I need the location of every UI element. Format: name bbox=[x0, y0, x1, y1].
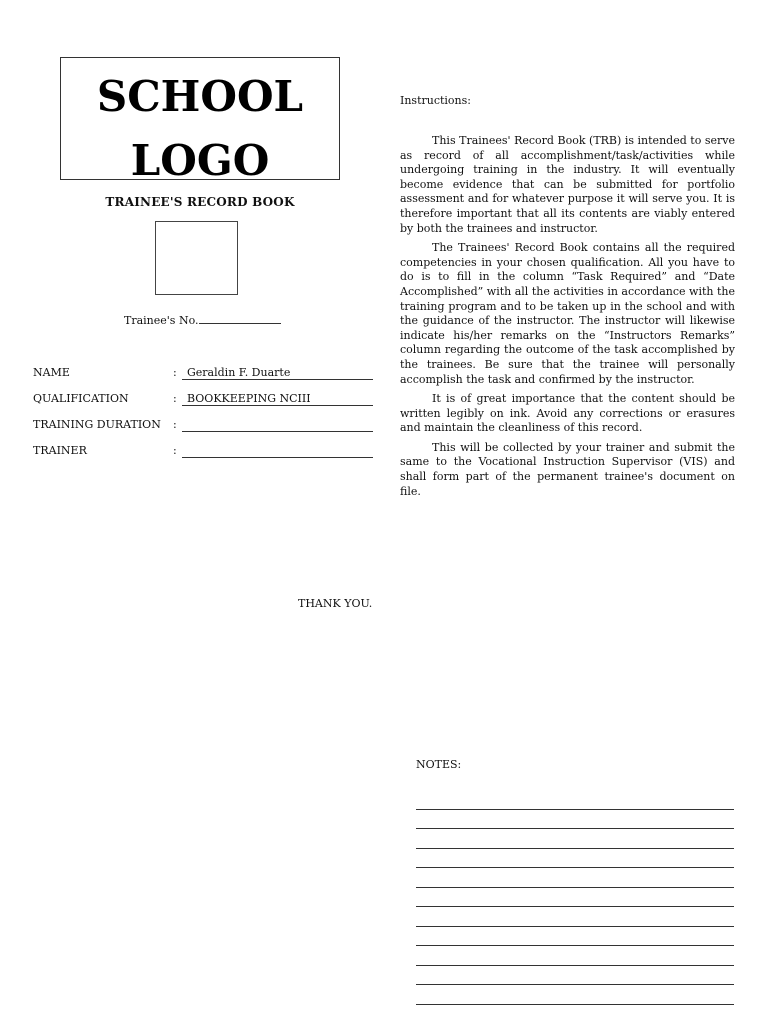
instructions-paragraph: This Trainees' Record Book (TRB) is intended to serve as record of all accomplishment/task/activities while undergoing training in the industry. It will eventually become evidence that can be submitted for portfolio assessment and for whatever purpose it will serve you. It is therefore important that all its contents are viably entered by both the trainees and instructor. bbox=[400, 134, 735, 235]
name-label: NAME bbox=[33, 366, 70, 379]
field-row-trainer bbox=[33, 444, 373, 462]
photo-placeholder bbox=[155, 221, 238, 295]
trainer-label: TRAINER bbox=[33, 444, 87, 457]
note-line bbox=[416, 810, 734, 830]
trainee-number bbox=[124, 313, 281, 327]
note-line bbox=[416, 829, 734, 849]
school-logo-box bbox=[60, 57, 340, 185]
name-colon: : bbox=[173, 366, 177, 379]
trainer-colon: : bbox=[173, 444, 177, 457]
note-line bbox=[416, 790, 734, 810]
note-line bbox=[416, 985, 734, 1005]
note-line bbox=[416, 927, 734, 947]
training-duration-label: TRAINING DURATION bbox=[33, 418, 161, 431]
record-book-title: TRAINEE'S RECORD BOOK bbox=[105, 195, 295, 209]
qualification-value: BOOKKEEPING NCIII bbox=[182, 392, 373, 406]
trainee-number-blank bbox=[199, 313, 281, 324]
note-line bbox=[416, 868, 734, 888]
field-row-name bbox=[33, 366, 373, 384]
notes-lines bbox=[416, 790, 734, 1005]
instructions-paragraph: It is of great importance that the content should be written legibly on ink. Avoid any corrections or erasures and maintain the cleanliness of this record. bbox=[400, 392, 735, 435]
instructions-paragraph: This will be collected by your trainer and submit the same to the Vocational Instruction Supervisor (VIS) and shall form part of the permanent trainee's document on file. bbox=[400, 440, 735, 498]
qualification-label: QUALIFICATION bbox=[33, 392, 129, 405]
note-line bbox=[416, 966, 734, 986]
logo-line-1: SCHOOL bbox=[96, 72, 304, 121]
note-line bbox=[416, 849, 734, 869]
trainee-number-label: Trainee's No. bbox=[124, 314, 199, 327]
logo-line-2: LOGO bbox=[130, 136, 270, 185]
instructions-heading: Instructions: bbox=[400, 94, 471, 107]
note-line bbox=[416, 907, 734, 927]
qualification-colon: : bbox=[173, 392, 177, 405]
field-row-training-duration bbox=[33, 418, 373, 436]
instructions-body bbox=[400, 134, 735, 504]
instructions-paragraph: The Trainees' Record Book contains all the required competencies in your chosen qualification. All you have to do is to fill in the column “Task Required” and “Date Accomplished” with all the activities in accordance with the training program and to be taken up in the school and with the guidance of the instructor. The instructor will likewise indicate his/her remarks on the “Instructors Remarks” column regarding the outcome of the task accomplished by the trainees. Be sure that the trainee will personally accomplish the task and confirmed by the instructor. bbox=[400, 241, 735, 386]
notes-heading: NOTES: bbox=[416, 758, 462, 771]
name-value: Geraldin F. Duarte bbox=[182, 366, 373, 380]
note-line bbox=[416, 946, 734, 966]
thank-you-text: THANK YOU. bbox=[298, 597, 373, 610]
field-row-qualification bbox=[33, 392, 373, 410]
training-duration-colon: : bbox=[173, 418, 177, 431]
trainer-value bbox=[182, 444, 373, 458]
training-duration-value bbox=[182, 418, 373, 432]
note-line bbox=[416, 888, 734, 908]
